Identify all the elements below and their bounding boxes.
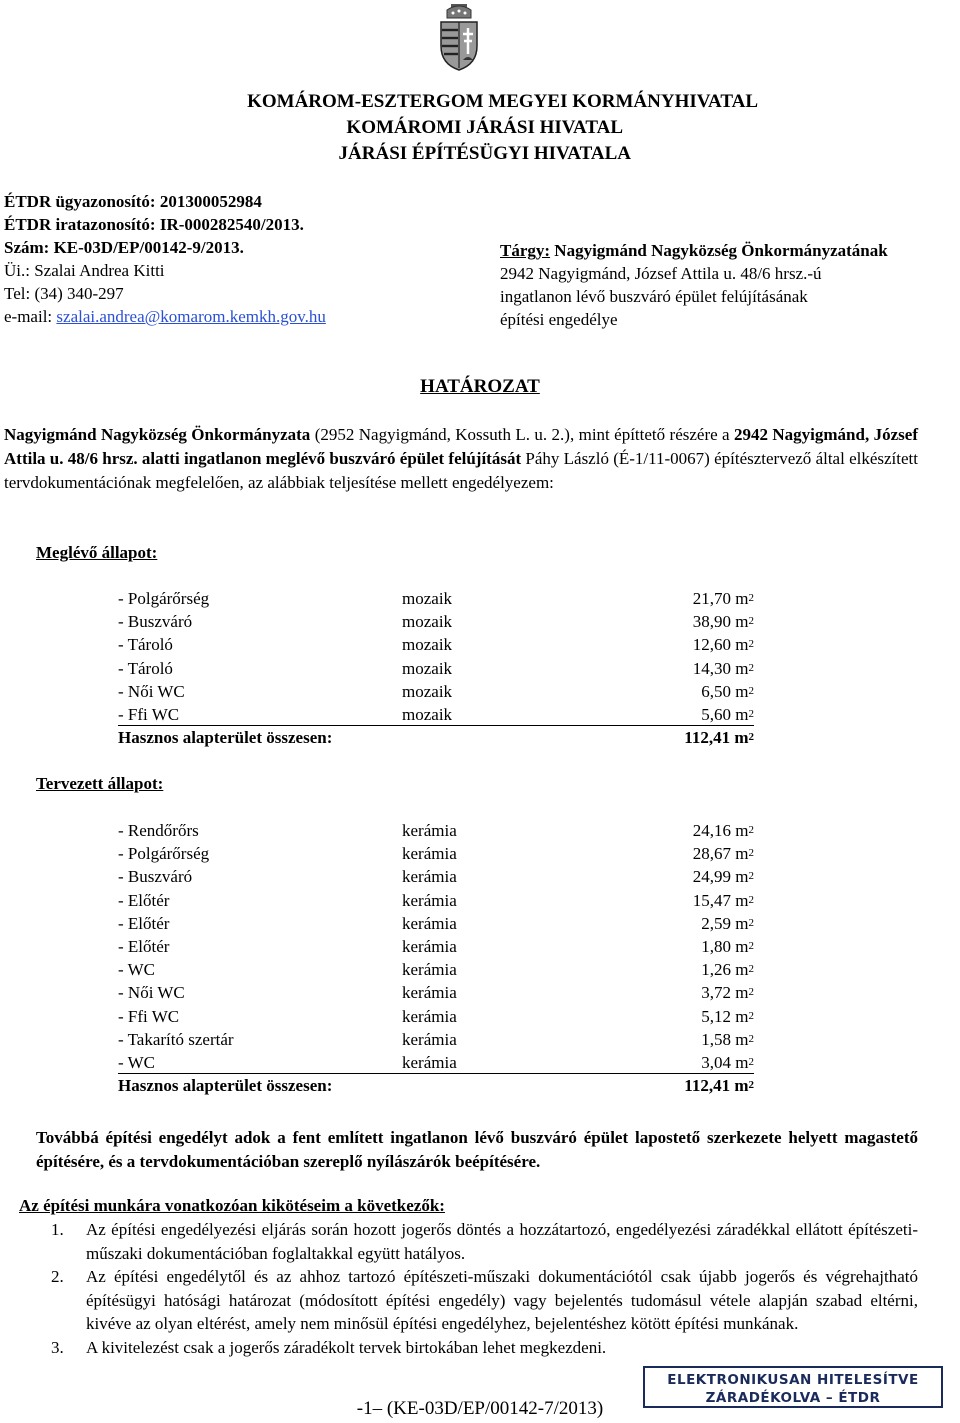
list-item <box>51 1265 918 1336</box>
authentication-stamp <box>643 1366 943 1408</box>
stamp-line-2: ZÁRADÉKOLVA – ÉTDR <box>705 1390 881 1406</box>
room-area: 14,30 $m^2$ <box>692 658 754 678</box>
floor-material: mozaik <box>402 658 453 678</box>
subject-line-2: 2942 Nagyigmánd, József Attila u. 48/6 hrsz.-ú <box>500 264 822 283</box>
room-name: - Ffi WC <box>118 1006 180 1026</box>
room-name: - Előtér <box>118 913 170 933</box>
table-row <box>118 657 754 680</box>
list-text: A kivitelezést csak a jogerős záradékolt tervek birtokában lehet megkezdeni. <box>86 1337 607 1357</box>
etdr-document-id: ÉTDR iratazonosító: IR-000282540/2013. <box>4 215 304 234</box>
district-office-name: KOMÁROMI JÁRÁSI HIVATAL <box>346 117 623 138</box>
floor-material: kerámia <box>402 867 457 887</box>
room-area: 28,67 $m^2$ <box>692 844 754 864</box>
floor-material: kerámia <box>402 821 457 840</box>
building-authority-name: JÁRÁSI ÉPÍTÉSÜGYI HIVATALA <box>338 143 631 164</box>
subject-line-3: ingatlanon lévő buszváró épület felújításának <box>500 287 808 306</box>
room-area: 1,26 $m^2$ <box>701 960 754 980</box>
room-area: 24,99 $m^2$ <box>692 867 754 887</box>
table-row <box>118 912 754 935</box>
room-name: - Tároló <box>118 658 173 678</box>
room-name: - WC <box>118 960 155 980</box>
coat-of-arms-icon <box>437 4 481 72</box>
email-label: e-mail: <box>4 307 57 326</box>
table-row <box>118 633 754 656</box>
room-area: 1,80 $m^2$ <box>701 936 754 956</box>
total-label: Hasznos alapterület összesen: <box>118 1076 333 1096</box>
room-area: 5,12 $m^2$ <box>701 1006 754 1026</box>
floor-material: kerámia <box>402 844 457 864</box>
room-name: - Buszváró <box>118 612 193 632</box>
case-number: Szám: KE-03D/EP/00142-9/2013. <box>4 238 244 257</box>
stamp-line-1: ELEKTRONIKUSAN HITELESÍTVE <box>667 1372 919 1388</box>
office-name: KOMÁROM-ESZTERGOM MEGYEI KORMÁNYHIVATAL <box>247 91 758 112</box>
room-name: - Rendőrőrs <box>118 821 199 840</box>
floor-material: kerámia <box>402 1052 457 1072</box>
table-row <box>118 1028 754 1051</box>
total-row <box>118 1074 754 1097</box>
room-name: - WC <box>118 1052 155 1072</box>
room-name: - Előtér <box>118 936 170 956</box>
conditions-title: Az építési munkára vonatkozóan kikötéseim a következők: <box>19 1196 445 1215</box>
existing-state-table <box>118 587 754 749</box>
list-item <box>51 1218 918 1265</box>
existing-state-title: Meglévő állapot: <box>36 543 158 562</box>
floor-material: kerámia <box>402 890 457 910</box>
table-row <box>118 703 754 726</box>
clerk-name: Üi.: Szalai Andrea Kitti <box>4 261 165 280</box>
total-label: Hasznos alapterület összesen: <box>118 728 333 748</box>
floor-material: mozaik <box>402 589 453 608</box>
room-name: - Előtér <box>118 890 170 910</box>
subject-line-4: építési engedélye <box>500 310 618 329</box>
room-name: - Buszváró <box>118 867 193 887</box>
table-row <box>118 587 754 610</box>
table-row <box>118 981 754 1004</box>
additional-permit-paragraph: Továbbá építési engedélyt adok a fent említett ingatlanon lévő buszváró épület lapostető szerkezete helyett magastető építésére, és a tervdokumentációban szereplő nyílászárók beépítésére. <box>36 1128 918 1171</box>
subject-line-1: Tárgy: Nagyigmánd Nagyközség Önkormányzatának <box>500 241 888 260</box>
phone-number: Tel: (34) 340-297 <box>4 284 124 303</box>
page-footer: -1– (KE-03D/EP/00142-7/2013) <box>356 1398 604 1419</box>
email-line <box>4 305 326 328</box>
room-name: - Polgárőrség <box>118 844 210 864</box>
email-link[interactable]: szalai.andrea@komarom.kemkh.gov.hu <box>56 307 326 326</box>
room-area: 15,47 $m^2$ <box>692 890 754 910</box>
room-area: 5,60 $m^2$ <box>701 704 754 724</box>
case-metadata <box>4 190 326 328</box>
floor-material: kerámia <box>402 1006 457 1026</box>
table-row <box>118 865 754 888</box>
floor-material: mozaik <box>402 681 453 701</box>
table-row <box>118 935 754 958</box>
room-name: - Tároló <box>118 635 173 655</box>
table-row <box>118 842 754 865</box>
room-name: - Takarító szertár <box>118 1029 234 1049</box>
document-title: HATÁROZAT <box>420 376 540 397</box>
floor-material: mozaik <box>402 635 453 655</box>
total-area: 112,41 $m^2$ <box>684 1076 754 1096</box>
room-area: 2,59 $m^2$ <box>701 913 754 933</box>
conditions-list <box>51 1218 918 1359</box>
list-text: Az építési engedélytől és az ahhoz tartozó építészeti-műszaki dokumentációtól csak újabb jogerős és végrehajtható építésügyi hatósági határozat (módosított építési engedély) vagy bejelentés tudomásul vétele alapján szabad eltérni, kivéve az olyan eltérést, amely nem minősül építési engedélyhez, bejelentéshez kötött építési munkának. <box>86 1267 918 1333</box>
floor-material: mozaik <box>402 612 453 632</box>
subject-block <box>500 239 888 331</box>
table-row <box>118 889 754 912</box>
subject-label: Tárgy: <box>500 241 551 260</box>
table-row <box>118 1051 754 1074</box>
room-area: 38,90 $m^2$ <box>692 612 754 632</box>
list-number: 2. <box>51 1267 64 1286</box>
room-name: - Ffi WC <box>118 704 180 724</box>
table-row <box>118 680 754 703</box>
room-area: 12,60 $m^2$ <box>692 635 754 655</box>
floor-material: kerámia <box>402 983 457 1003</box>
floor-material: kerámia <box>402 936 457 956</box>
table-row <box>118 819 754 842</box>
room-area: 1,58 $m^2$ <box>701 1029 754 1049</box>
table-row <box>118 1005 754 1028</box>
floor-material: kerámia <box>402 913 457 933</box>
floor-material: kerámia <box>402 960 457 980</box>
room-area: 24,16 $m^2$ <box>692 821 754 840</box>
list-number: 3. <box>51 1337 64 1357</box>
table-row <box>118 958 754 981</box>
room-area: 21,70 $m^2$ <box>692 589 754 608</box>
planned-state-title: Tervezett állapot: <box>36 774 164 793</box>
floor-material: mozaik <box>402 704 453 724</box>
decision-paragraph: Nagyigmánd Nagyközség Önkormányzata (2952 Nagyigmánd, Kossuth L. u. 2.), mint építtető részére a 2942 Nagyigmánd, József Attila u. 48/6 hrsz. alatti ingatlanon meglévő buszváró épület felújítását Páhy László (É-1/11-0067) építésztervező által elkészített tervdokumentációnak megfelelően, az alábbiak teljesítése mellett engedélyezem: <box>4 425 918 492</box>
etdr-case-id: ÉTDR ügyazonosító: 201300052984 <box>4 192 262 211</box>
room-area: 3,04 $m^2$ <box>701 1052 754 1072</box>
room-area: 3,72 $m^2$ <box>701 983 754 1003</box>
floor-material: kerámia <box>402 1029 457 1049</box>
room-name: - Női WC <box>118 681 185 701</box>
table-row <box>118 610 754 633</box>
list-number: 1. <box>51 1220 64 1239</box>
total-area: 112,41 $m^2$ <box>684 728 754 748</box>
room-name: - Női WC <box>118 983 185 1003</box>
planned-state-table <box>118 819 754 1097</box>
room-name: - Polgárőrség <box>118 589 210 608</box>
total-row <box>118 726 754 749</box>
list-item <box>51 1336 918 1360</box>
room-area: 6,50 $m^2$ <box>701 681 754 701</box>
list-text: Az építési engedélyezési eljárás során hozott jogerős döntés a hozzátartozó, engedélyezési záradékkal ellátott építészeti-műszaki dokumentációban foglaltakkal együtt hatályos. <box>86 1220 918 1263</box>
